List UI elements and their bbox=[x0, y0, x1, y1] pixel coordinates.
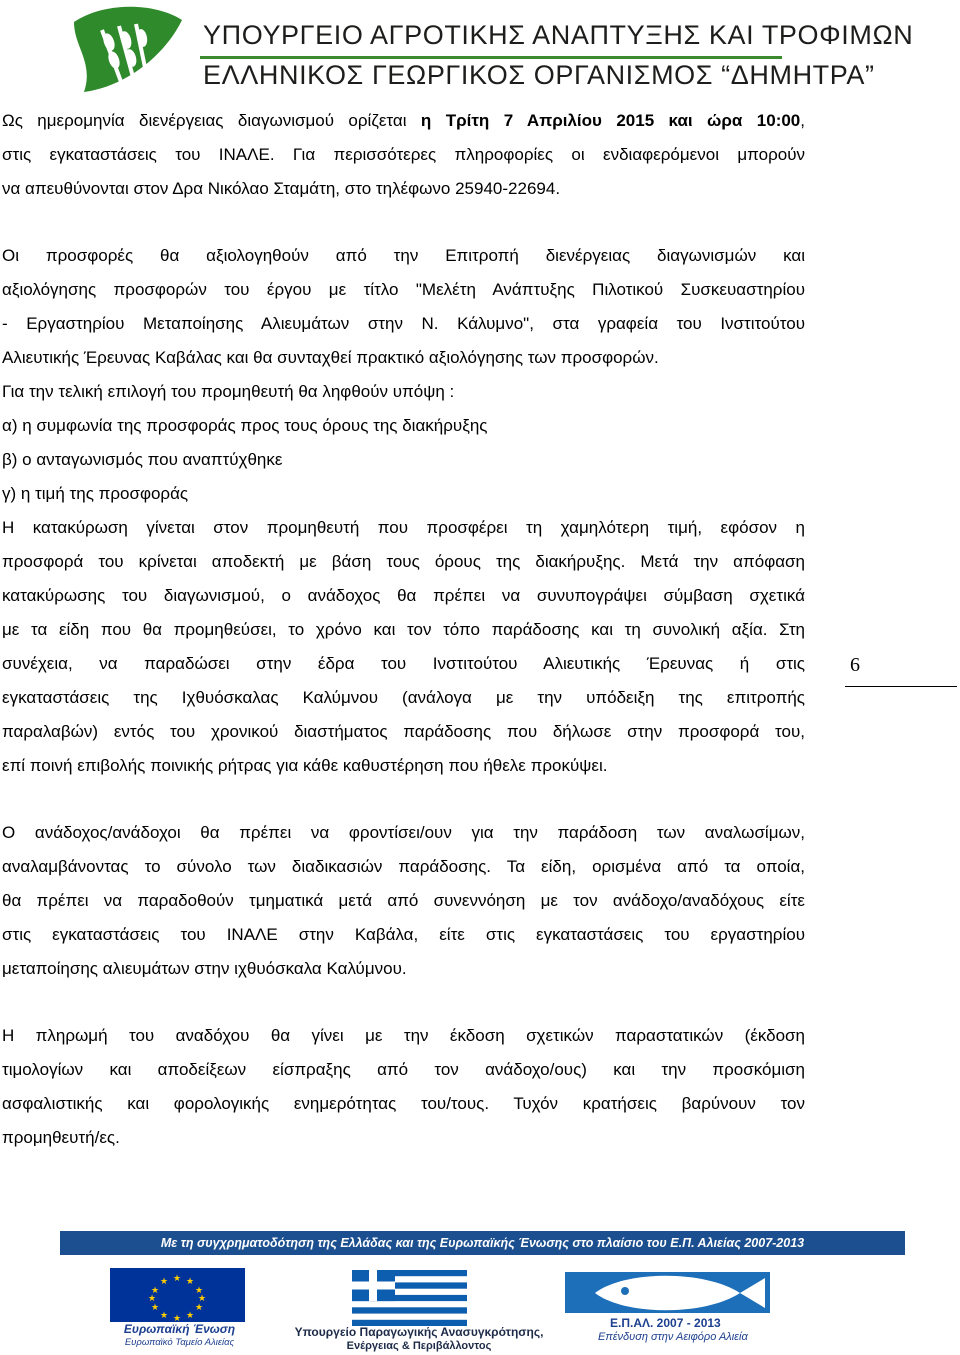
text-line: συνέχεια, να παραδώσει στην έδρα του Ινστιτούτου Αλιευτικής Έρευνας ή στις bbox=[2, 654, 805, 673]
document-body bbox=[2, 104, 805, 1155]
svg-text:★: ★ bbox=[185, 1311, 195, 1321]
eu-flag-icon bbox=[110, 1268, 245, 1330]
svg-text:★: ★ bbox=[159, 1311, 169, 1321]
text-line: α) η συμφωνία της προσφοράς προς τους όρους της διακήρυξης bbox=[2, 416, 488, 435]
text-line: Για την τελική επιλογή του προμηθευτή θα ληφθούν υπόψη : bbox=[2, 382, 455, 401]
text-line: Οι προσφορές θα αξιολογηθούν από την Επιτροπή διενέργειας διαγωνισμών και bbox=[2, 246, 805, 265]
text-line: Ως ημερομηνία διενέργειας διαγωνισμού ορίζεται η Τρίτη 7 Απριλίου 2015 και ώρα 10:00, bbox=[2, 111, 805, 130]
header bbox=[0, 0, 960, 96]
text-line: με τα είδη που θα προμηθεύσει, το χρόνο και τον τόπο παράδοσης και τη συνολική αξία. Στη bbox=[2, 620, 805, 639]
text-line: προσφορά του κρίνεται αποδεκτή με βάση τους όρους της διακήρυξης. Μετά την απόφαση bbox=[2, 552, 805, 571]
ministry-caption-line2: Ενέργειας & Περιβάλλοντος bbox=[346, 1340, 492, 1352]
fish-logo-icon bbox=[565, 1272, 770, 1322]
header-divider bbox=[200, 56, 782, 59]
date-highlight: η Τρίτη 7 Απριλίου 2015 και ώρα 10:00 bbox=[420, 111, 801, 130]
eu-caption: Ευρωπαϊκή Ένωση bbox=[123, 1322, 236, 1336]
text-line: αξιολόγησης προσφορών του έργου με τίτλο "Μελέτη Ανάπτυξης Πιλοτικού Συσκευαστηρίου bbox=[2, 280, 805, 299]
svg-text:★: ★ bbox=[172, 1314, 182, 1324]
svg-text:★: ★ bbox=[197, 1294, 207, 1304]
svg-text:★: ★ bbox=[147, 1294, 157, 1304]
epal-caption-line2: Επένδυση στην Αειφόρο Αλιεία bbox=[598, 1331, 748, 1343]
svg-text:★: ★ bbox=[150, 1286, 160, 1296]
eu-subcaption: Ευρωπαϊκό Ταμείο Αλιείας bbox=[124, 1337, 235, 1348]
text-line: γ) η τιμή της προσφοράς bbox=[2, 484, 189, 503]
paragraph-4 bbox=[2, 1019, 805, 1155]
svg-text:★: ★ bbox=[194, 1303, 204, 1313]
text-line: θα πρέπει να παραδοθούν τμηματικά μετά από συνεννόηση με τον ανάδοχο/αναδόχους είτε bbox=[2, 891, 805, 910]
ministry-caption-line1: Υπουργείο Παραγωγικής Ανασυγκρότησης, bbox=[294, 1325, 544, 1339]
svg-text:★: ★ bbox=[194, 1286, 204, 1296]
greek-flag-icon bbox=[352, 1270, 467, 1326]
text-line: να απευθύνονται στον Δρα Νικόλαο Σταμάτη, στο τηλέφωνο 25940-22694. bbox=[2, 179, 561, 198]
page-number-rule bbox=[845, 686, 957, 687]
header-ministry-title: ΥΠΟΥΡΓΕΙΟ ΑΓΡΟΤΙΚΗΣ ΑΝΑΠΤΥΞΗΣ ΚΑΙ ΤΡΟΦΙΜΩΝ bbox=[203, 20, 914, 50]
text-line: ασφαλιστικής και φορολογικής ενημερότητας του/τους. Τυχόν κρατήσεις βαρύνουν τον bbox=[2, 1094, 805, 1113]
text-line: επί ποινή επιβολής ποινικής ρήτρας για κάθε καθυστέρηση που ήθελε προκύψει. bbox=[2, 756, 608, 775]
text-line: β) ο ανταγωνισμός που αναπτύχθηκε bbox=[2, 450, 283, 469]
svg-text:★: ★ bbox=[185, 1277, 195, 1287]
text-line: μεταποίησης αλιευμάτων στην ιχθυόσκαλα Καλύμνου. bbox=[2, 959, 407, 978]
svg-text:★: ★ bbox=[159, 1277, 169, 1287]
text-line: Αλιευτικής Έρευνας Καβάλας και θα συνταχθεί πρακτικό αξιολόγησης των προσφορών. bbox=[2, 348, 659, 367]
text-line: στις εγκαταστάσεις του ΙΝΑΛΕ στην Καβάλα, είτε στις εγκαταστάσεις του εργαστηρίου bbox=[2, 925, 805, 944]
text-line: κατακύρωσης του διαγωνισμού, ο ανάδοχος θα πρέπει να συνυπογράψει σύμβαση σχετικά bbox=[2, 586, 805, 605]
text-line: εγκαταστάσεις της Ιχθυόσκαλας Καλύμνου (ανάλογα με την υπόδειξη της επιτροπής bbox=[2, 688, 805, 707]
paragraph-2 bbox=[2, 239, 805, 783]
svg-text:★: ★ bbox=[150, 1303, 160, 1313]
epal-caption-line1: Ε.Π.ΑΛ. 2007 - 2013 bbox=[610, 1316, 721, 1330]
paragraph-1 bbox=[2, 104, 805, 206]
header-organization-title: ΕΛΛΗΝΙΚΟΣ ΓΕΩΡΓΙΚΟΣ ΟΡΓΑΝΙΣΜΟΣ “ΔΗΜΗΤΡΑ” bbox=[203, 60, 875, 90]
svg-text:★: ★ bbox=[172, 1274, 182, 1284]
paragraph-3 bbox=[2, 816, 805, 986]
text-line: Ο ανάδοχος/ανάδοχοι θα πρέπει να φροντίσει/ουν για την παράδοση των αναλωσίμων, bbox=[2, 823, 805, 842]
text-line: Η κατακύρωση γίνεται στον προμηθευτή που προσφέρει τη χαμηλότερη τιμή, εφόσον η bbox=[2, 518, 805, 537]
page-number: 6 bbox=[850, 654, 860, 676]
text-line: στις εγκαταστάσεις του ΙΝΑΛΕ. Για περισσότερες πληροφορίες οι ενδιαφερόμενοι μπορούν bbox=[2, 145, 805, 164]
wheat-leaf-logo-icon bbox=[64, 2, 188, 94]
text-line: - Εργαστηρίου Μεταποίησης Αλιευμάτων στην Ν. Κάλυμνο", στα γραφεία του Ινστιτούτου bbox=[2, 314, 805, 333]
text-line: αναλαμβάνοντας το σύνολο των διαδικασιών παράδοσης. Τα είδη, ορισμένα από τα οποία, bbox=[2, 857, 805, 876]
text-line: προμηθευτή/ες. bbox=[2, 1128, 120, 1147]
text-line: παραλαβών) εντός του χρονικού διαστήματος παράδοσης που δήλωσε στην προσφορά του, bbox=[2, 722, 805, 741]
text-line: τιμολογίων και αποδείξεων είσπραξης από τον ανάδοχο/ους) και την προσκόμιση bbox=[2, 1060, 805, 1079]
text-line: Η πληρωμή του αναδόχου θα γίνει με την έκδοση σχετικών παραστατικών (έκδοση bbox=[2, 1026, 805, 1045]
footer-cofunding-banner: Με τη συγχρηματοδότηση της Ελλάδας και της Ευρωπαϊκής Ένωσης στο πλαίσιο του Ε.Π. Αλιείας 2007-2013 bbox=[60, 1231, 905, 1255]
